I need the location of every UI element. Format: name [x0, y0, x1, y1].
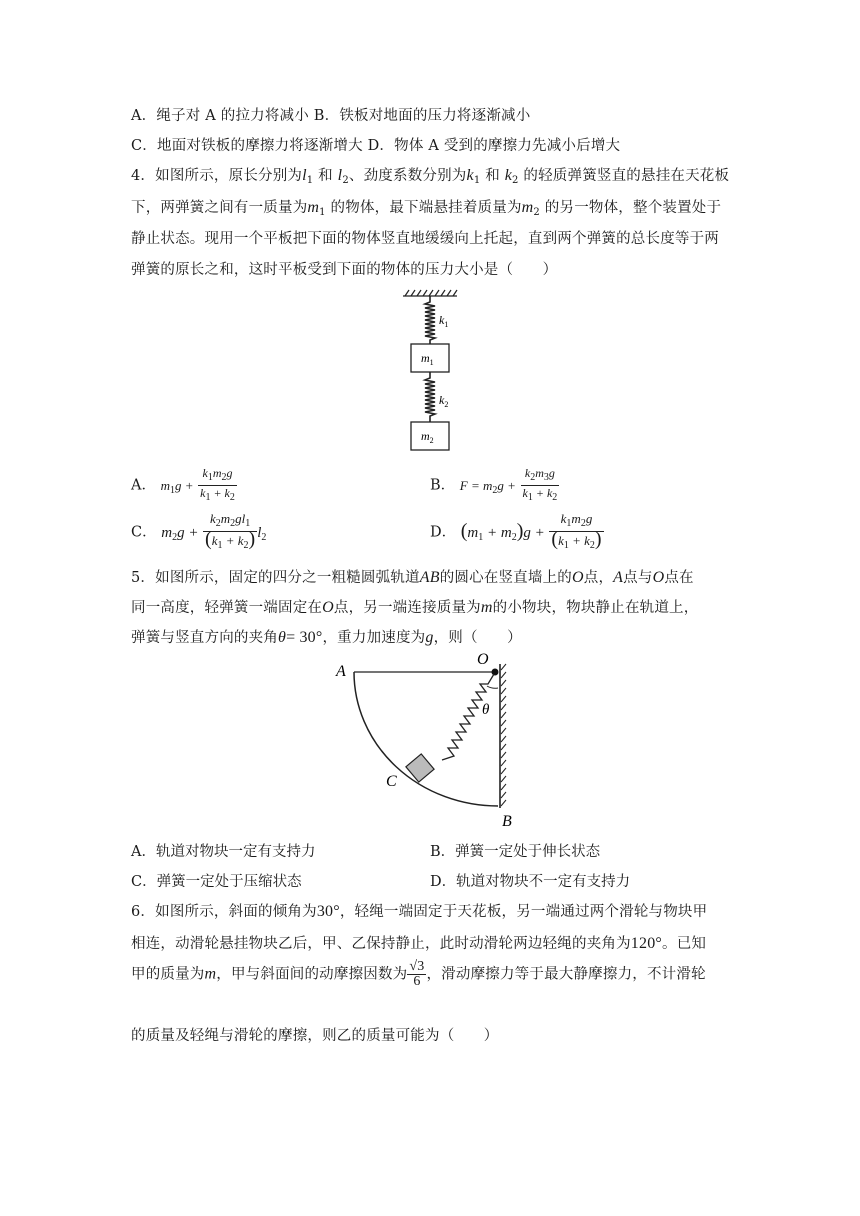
q5-option-d[interactable]: D．轨道对物块不一定有支持力 — [430, 874, 631, 890]
point-O-dot — [492, 669, 499, 676]
q4-option-b[interactable]: B． $F = m_2g$ + $\frac{k_2m_3g}{k_1 + k_2}$ — [430, 466, 558, 503]
q5-line-3: 弹簧与竖直方向的夹角θ= 30°，重力加速度为g，则（ ） — [131, 629, 522, 646]
spring-k1 — [425, 296, 435, 344]
spring-k2 — [425, 372, 435, 422]
q4-option-d[interactable]: D． $(m_1 + m_2)g$ + $\frac{k_1m_2g}{(k_1 + k_2)}$ — [430, 511, 602, 551]
label-C: C — [386, 773, 397, 790]
q5-option-c[interactable]: C．弹簧一定处于压缩状态 — [131, 874, 302, 890]
q4-line-2: 下，两弹簧之间有一质量为$m_1$ 的物体，最下端悬挂着质量为$m_2$ 的另一物体，整个装置处于 — [131, 199, 722, 218]
q4-line-1: 4．如图所示，原长分别为$l_1$ 和 $l_2$、劲度系数分别为$k_1$ 和 $k_2$ 的轻质弹簧竖直的悬挂在天花板 — [131, 167, 730, 186]
q6-line-2: 相连，动滑轮悬挂物块乙后，甲、乙保持静止，此时动滑轮两边轻绳的夹角为120°。已知 — [131, 935, 707, 952]
label-B: B — [502, 813, 512, 830]
q5-option-a[interactable]: A．轨道对物块一定有支持力 — [131, 844, 316, 860]
m1-label: $m_1$ — [421, 351, 434, 367]
q4-option-c[interactable]: C． $m_2g$ + $\frac{k_2m_2gl_1}{(k_1 + k_2)}$ $l_2$ — [131, 511, 267, 551]
q3-options-ab: A．绳子对 A 的拉力将减小 B．铁板对地面的压力将逐渐减小 — [131, 108, 531, 124]
q4-line-4: 弹簧的原长之和，这时平板受到下面的物体的压力大小是（ ） — [131, 262, 558, 278]
label-A: A — [336, 663, 346, 680]
q5-option-b[interactable]: B．弹簧一定处于伸长状态 — [430, 844, 601, 860]
q6-line-3: 甲的质量为m，甲与斜面间的动摩擦因数为 $\frac{√3}{6}$ ，滑动摩擦力等于最大静摩擦力，不计滑轮 — [131, 959, 706, 989]
q4-line-3: 静止状态。现用一个平板把下面的物体竖直地缓缓向上托起，直到两个弹簧的总长度等于两 — [131, 231, 719, 247]
wall-hatch — [501, 664, 506, 806]
k2-label: $k_2$ — [439, 393, 449, 409]
label-theta: θ — [482, 702, 490, 718]
k1-label: $k_1$ — [439, 313, 449, 329]
angle-theta-arc — [487, 686, 498, 688]
m2-label: $m_2$ — [421, 429, 434, 445]
label-O: O — [477, 651, 489, 668]
q4-option-a[interactable]: A． $m_1g$ + $\frac{k_1m_2g}{k_1 + k_2}$ — [131, 466, 235, 503]
q6-line-4: 的质量及轻绳与滑轮的摩擦，则乙的质量可能为（ ） — [131, 1028, 499, 1044]
q6-line-1: 6．如图所示，斜面的倾角为30°，轻绳一端固定于天花板，另一端通过两个滑轮与物块甲 — [131, 903, 708, 920]
q5-line-2: 同一高度，轻弹簧一端固定在O点，另一端连接质量为m的小物块，物块静止在轨道上， — [131, 599, 699, 616]
q5-arc-figure — [330, 650, 530, 830]
ceiling-hatch — [403, 290, 457, 296]
q5-line-1: 5．如图所示，固定的四分之一粗糙圆弧轨道AB的圆心在竖直墙上的O点，A点与O点在 — [131, 569, 694, 586]
q3-options-cd: C．地面对铁板的摩擦力将逐渐增大 D．物体 A 受到的摩擦力先减小后增大 — [131, 138, 621, 154]
q4-spring-figure — [395, 288, 475, 458]
